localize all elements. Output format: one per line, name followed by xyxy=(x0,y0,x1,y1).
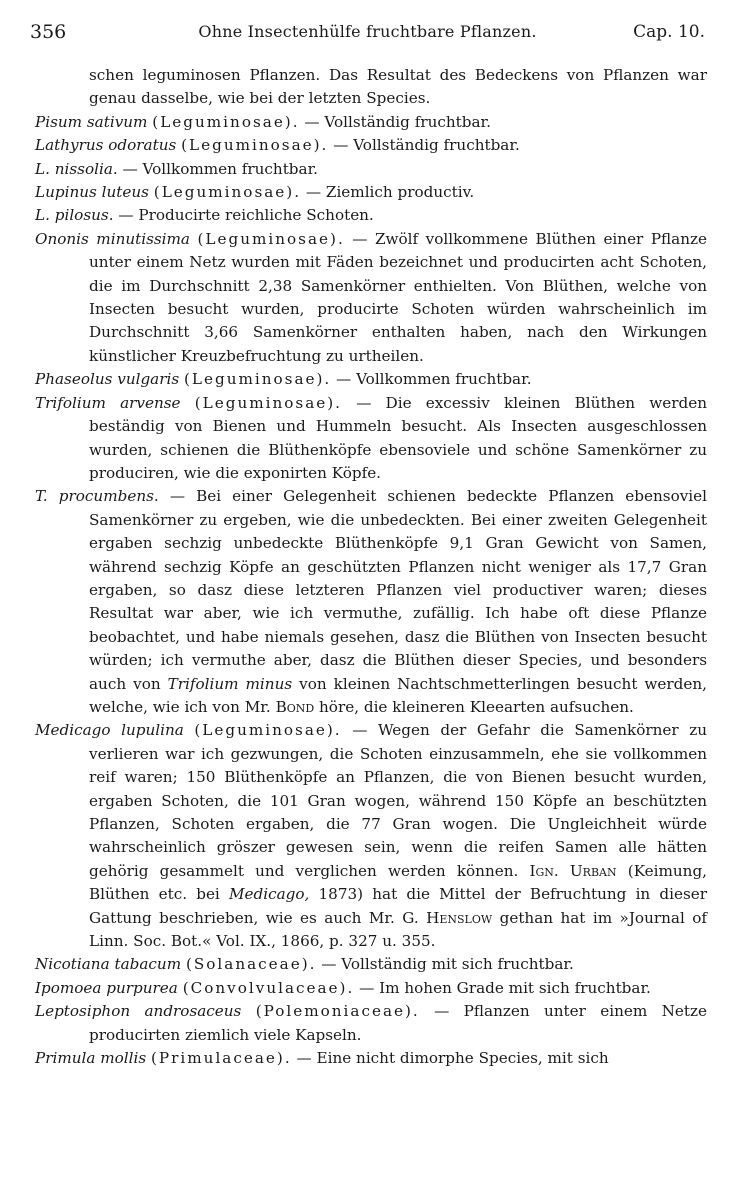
species-name: Primula mollis xyxy=(35,1049,147,1068)
entry-nicotiana xyxy=(35,953,707,976)
entry-pilosus xyxy=(35,204,707,227)
species-name: Leptosiphon androsaceus xyxy=(35,1002,242,1021)
entry-pisum xyxy=(35,111,707,134)
species-name: Lupinus luteus xyxy=(35,183,149,202)
author-name: Henslow xyxy=(426,908,493,927)
species-name: L. nissolia. xyxy=(35,159,118,178)
entry-text: — Pflanzen unter einem Netze producirten ziemlich viele Kapseln. xyxy=(89,1002,707,1044)
entry-text: — Im hohen Grade mit sich fruchtbar. xyxy=(354,978,651,997)
family-name: (Leguminosae). xyxy=(153,183,302,202)
entry-phaseolus xyxy=(35,368,707,391)
page-body xyxy=(35,64,707,1070)
entry-text: — Ziemlich productiv. xyxy=(301,183,475,202)
entry-text: — Vollkommen fruchtbar. xyxy=(117,159,318,178)
entry-trifolium-arvense xyxy=(35,392,707,486)
running-title: Ohne Insectenhülfe fruchtbare Pflanzen. xyxy=(198,22,537,41)
family-name: (Polemoniaceae). xyxy=(255,1002,420,1021)
entry-ononis xyxy=(35,228,707,368)
family-name: (Leguminosae). xyxy=(183,370,332,389)
entry-text: von kleinen Nachtschmetterlingen besucht werden, welche, wie ich von Mr. xyxy=(89,674,707,716)
entry-nissolia xyxy=(35,158,707,181)
entry-text: — Bei einer Gelegenheit schienen bedeckte Pflanzen ebensoviel Samenkörner zu ergeben, wie die unbedeckten. Bei einer zweiten Gelegenheit ergaben sechzig unbedeckte Blüthenköpfe 9,1 Gran Gewicht von Samen, während sechzig Köpfe an geschützten Pflanzen nicht weniger als 17,7 Gran ergaben, so dasz diese letzteren Pflanzen viel productiver waren; dieses Resultat war aber, wie ich vermuthe, zufällig. Ich habe oft diese Pflanze beobachtet, und habe niemals gesehen, dasz die Blüthen von Insecten besucht würden; ich vermuthe aber, dasz die Blüthen dieser Species, und besonders auch von xyxy=(89,487,707,693)
page-header xyxy=(30,18,705,46)
family-name: (Convolvulaceae). xyxy=(182,978,355,997)
species-name: Trifolium arvense xyxy=(35,393,181,412)
species-name: Ononis minutissima xyxy=(35,229,190,248)
entry-text: — Die excessiv kleinen Blüthen werden beständig von Bienen und Hummeln besucht. Als Insecten ausgeschlossen wurden, schienen die Blüthenköpfe ebensoviele und schöne Samenkörner zu produciren, wie die exponirten Köpfe. xyxy=(89,393,708,482)
entry-text: gethan hat im »Journal of Linn. Soc. Bot.« Vol. IX., 1866, p. 327 u. 355. xyxy=(89,908,708,951)
genus-inline: Medicago, xyxy=(228,885,310,904)
entry-ipomoea xyxy=(35,977,707,1000)
species-name: Medicago lupulina xyxy=(35,721,184,740)
entry-text: — Eine nicht dimorphe Species, mit sich xyxy=(291,1049,609,1068)
entry-primula xyxy=(35,1047,707,1070)
entry-trifolium-procumbens xyxy=(35,485,707,719)
entry-text: — Vollständig mit sich fruchtbar. xyxy=(316,955,574,974)
species-name: Ipomoea purpurea xyxy=(35,978,178,997)
entry-leptosiphon xyxy=(35,1000,707,1047)
continuation-paragraph: schen leguminosen Pflanzen. Das Resultat des Bedeckens von Pflanzen war genau dasselbe, wie bei der letzten Species. xyxy=(89,66,707,108)
page-number: 356 xyxy=(30,21,67,43)
family-name: (Leguminosae). xyxy=(194,721,342,740)
entry-text: — Vollständig fruchtbar. xyxy=(299,112,491,131)
species-name: Lathyrus odoratus xyxy=(35,136,177,155)
entry-lupinus xyxy=(35,181,707,204)
entry-text: (Keimung, Blüthen etc. bei xyxy=(89,861,707,904)
entry-text: — Zwölf vollkommene Blüthen einer Pflanze unter einem Netz wurden mit Fäden bezeichnet und producirten acht Schoten, die im Durchschnitt 2,38 Samenkörner enthielten. Von Blüthen, welche von Insecten besucht wurden, producirte Schoten würden wahrscheinlich im Durchschnitt 3,66 Samenkörner enthalten haben, nach den Wirkungen künstlicher Kreuzbefruchtung zu urtheilen. xyxy=(89,229,707,365)
species-name: Phaseolus vulgaris xyxy=(35,370,180,389)
entry-text: — Vollständig fruchtbar. xyxy=(328,136,520,155)
author-name: Ign. Urban xyxy=(529,861,617,880)
entry-text: höre, die kleineren Kleearten aufsuchen. xyxy=(314,697,634,716)
author-name: Bond xyxy=(275,697,315,716)
family-name: (Leguminosae). xyxy=(181,136,329,155)
entry-text: — Vollkommen fruchtbar. xyxy=(331,370,532,389)
entry-text: 1873) hat die Mittel der Befruchtung in dieser Gattung beschrieben, wie es auch Mr. G. xyxy=(89,885,707,927)
species-name: Nicotiana tabacum xyxy=(35,955,182,974)
family-name: (Leguminosae). xyxy=(197,229,345,248)
species-name: Pisum sativum xyxy=(35,112,148,131)
entry-text: — Producirte reichliche Schoten. xyxy=(113,206,374,225)
species-name: L. pilosus. xyxy=(35,206,114,225)
family-name: (Primulaceae). xyxy=(151,1049,292,1068)
species-name-inline: Trifolium minus xyxy=(167,674,293,693)
family-name: (Solanaceae). xyxy=(185,955,317,974)
entry-lathyrus xyxy=(35,134,707,157)
entry-medicago xyxy=(35,719,707,953)
family-name: (Leguminosae). xyxy=(152,112,300,131)
chapter-label: Cap. 10. xyxy=(633,22,705,42)
species-name: T. procumbens. xyxy=(35,487,159,506)
family-name: (Leguminosae). xyxy=(194,393,343,412)
entry-text: — Wegen der Gefahr die Samenkörner zu verlieren war ich gezwungen, die Schoten einzusammeln, ehe sie vollkommen reif waren; 150 Blüthenköpfe an Pflanzen, die von Bienen besucht wurden, ergaben Schoten, die 101 Gran wogen, während 150 Köpfe an beschützten Pflanzen, Schoten ergaben, die 77 Gran wogen. Die Ungleichheit würde wahrscheinlich grös​zer gewesen sein, wenn die reifen Samen alle hätten gehörig gesammelt und verglichen werden können. xyxy=(89,721,707,880)
